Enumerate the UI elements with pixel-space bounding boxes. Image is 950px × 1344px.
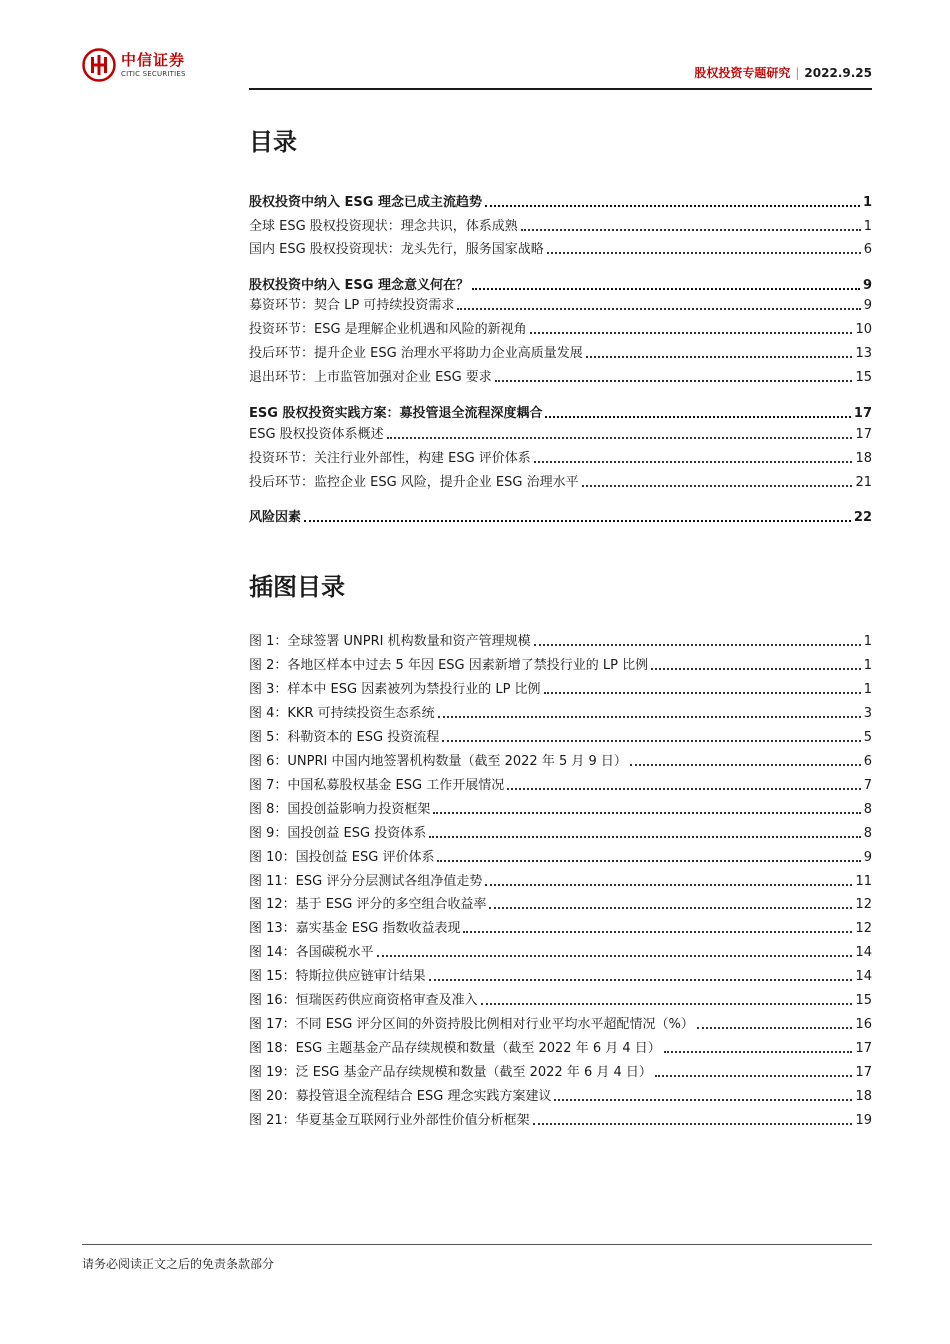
toc-leader-dots — [530, 332, 853, 334]
figure-entry-text: 图 19：泛 ESG 基金产品存续规模和数量（截至 2022 年 6 月 4 日） — [249, 1065, 652, 1080]
figure-entry[interactable] — [249, 728, 872, 748]
figure-leader-dots — [442, 740, 861, 742]
toc-entry[interactable] — [249, 404, 872, 424]
figure-leader-dots — [651, 668, 861, 670]
toc-entry[interactable] — [249, 344, 872, 364]
figure-entry[interactable] — [249, 991, 872, 1011]
figure-page-number: 17 — [855, 1041, 872, 1056]
figure-entry[interactable] — [249, 824, 872, 844]
brand-name-cn: 中信证券 — [121, 50, 186, 69]
figure-entry[interactable] — [249, 848, 872, 868]
toc-page-number: 10 — [855, 322, 872, 337]
figure-entry[interactable] — [249, 1063, 872, 1083]
footer-divider — [82, 1244, 872, 1245]
figure-leader-dots — [438, 716, 861, 718]
figure-page-number: 5 — [863, 730, 872, 745]
figure-page-number: 14 — [855, 969, 872, 984]
toc-page-number: 22 — [853, 510, 872, 525]
figure-leader-dots — [655, 1075, 853, 1077]
report-type: 股权投资专题研究 — [694, 66, 791, 80]
toc-leader-dots — [304, 520, 851, 522]
toc-page-number: 15 — [855, 370, 872, 385]
figures-title: 插图目录 — [249, 573, 345, 601]
figure-entry-text: 图 15：特斯拉供应链审计结果 — [249, 969, 426, 984]
toc-entry[interactable] — [249, 296, 872, 316]
toc-entry-text: 国内 ESG 股权投资现状：龙头先行，服务国家战略 — [249, 242, 544, 257]
toc-leader-dots — [472, 288, 860, 290]
report-meta — [694, 64, 872, 81]
figure-leader-dots — [489, 907, 852, 909]
figure-entry-text: 图 8：国投创益影响力投资框架 — [249, 802, 431, 817]
toc-leader-dots — [457, 308, 860, 310]
figure-entry[interactable] — [249, 680, 872, 700]
toc-entry-text: 退出环节：上市监管加强对企业 ESG 要求 — [249, 370, 492, 385]
toc-page-number: 9 — [863, 298, 872, 313]
toc-leader-dots — [534, 461, 853, 463]
figure-entry[interactable] — [249, 632, 872, 652]
figure-entry-text: 图 20：募投管退全流程结合 ESG 理念实践方案建议 — [249, 1089, 552, 1104]
footer-disclaimer: 请务必阅读正文之后的免责条款部分 — [82, 1257, 275, 1271]
figure-page-number: 7 — [863, 778, 872, 793]
toc-entry[interactable] — [249, 240, 872, 260]
figure-leader-dots — [377, 955, 853, 957]
toc-entry-text: 股权投资中纳入 ESG 理念意义何在？ — [249, 278, 469, 293]
figure-page-number: 8 — [863, 802, 872, 817]
figure-page-number: 14 — [855, 945, 872, 960]
figure-page-number: 1 — [863, 682, 872, 697]
figure-entry-text: 图 12：基于 ESG 评分的多空组合收益率 — [249, 897, 487, 912]
figure-entry-text: 图 5：科勒资本的 ESG 投资流程 — [249, 730, 440, 745]
toc-entry[interactable] — [249, 193, 872, 213]
report-date: 2022.9.25 — [804, 66, 872, 80]
header-separator: | — [795, 66, 800, 80]
toc-entry-text: 投后环节：提升企业 ESG 治理水平将助力企业高质量发展 — [249, 346, 583, 361]
toc-page-number: 17 — [855, 427, 872, 442]
header-divider — [249, 88, 872, 90]
toc-entry-text: ESG 股权投资体系概述 — [249, 427, 384, 442]
figure-leader-dots — [533, 1123, 853, 1125]
toc-leader-dots — [521, 229, 861, 231]
brand-name-en: CITIC SECURITIES — [121, 69, 186, 78]
toc-leader-dots — [586, 356, 853, 358]
toc-entry-text: 全球 ESG 股权投资现状：理念共识，体系成熟 — [249, 219, 518, 234]
figure-entry-text: 图 21：华夏基金互联网行业外部性价值分析框架 — [249, 1113, 530, 1128]
toc-page-number: 9 — [862, 278, 872, 293]
figure-page-number: 6 — [863, 754, 872, 769]
figure-entry[interactable] — [249, 1087, 872, 1107]
figure-leader-dots — [437, 860, 860, 862]
citic-logo-icon — [82, 48, 116, 82]
figure-leader-dots — [429, 979, 853, 981]
toc-entry-text: 投后环节：监控企业 ESG 风险，提升企业 ESG 治理水平 — [249, 475, 579, 490]
toc-entry-text: 募资环节：契合 LP 可持续投资需求 — [249, 298, 455, 313]
figure-page-number: 16 — [855, 1017, 872, 1032]
figure-entry-text: 图 7：中国私募股权基金 ESG 工作开展情况 — [249, 778, 505, 793]
figure-entry[interactable] — [249, 752, 872, 772]
figure-entry[interactable] — [249, 776, 872, 796]
figure-leader-dots — [630, 764, 861, 766]
toc-leader-dots — [485, 205, 860, 207]
figure-entry[interactable] — [249, 704, 872, 724]
figure-page-number: 15 — [855, 993, 872, 1008]
toc-leader-dots — [387, 437, 853, 439]
figure-entry-text: 图 4：KKR 可持续投资生态系统 — [249, 706, 435, 721]
figure-entry-text: 图 13：嘉实基金 ESG 指数收益表现 — [249, 921, 461, 936]
figure-page-number: 1 — [863, 658, 872, 673]
toc-entry-text: 股权投资中纳入 ESG 理念已成主流趋势 — [249, 195, 482, 210]
figure-page-number: 9 — [863, 850, 872, 865]
toc-entry[interactable] — [249, 320, 872, 340]
page-header — [82, 44, 872, 90]
toc-entry-text: 投资环节：关注行业外部性，构建 ESG 评价体系 — [249, 451, 531, 466]
toc-page-number: 18 — [855, 451, 872, 466]
toc-entry[interactable] — [249, 217, 872, 237]
figure-leader-dots — [463, 931, 852, 933]
toc-leader-dots — [547, 252, 861, 254]
figure-leader-dots — [534, 644, 861, 646]
figure-page-number: 11 — [855, 874, 872, 889]
brand-logo — [82, 48, 186, 82]
toc-page-number: 21 — [855, 475, 872, 490]
figure-entry-text: 图 1：全球签署 UNPRI 机构数量和资产管理规模 — [249, 634, 531, 649]
toc-page-number: 17 — [853, 406, 872, 421]
figure-leader-dots — [664, 1051, 853, 1053]
figure-entry-text: 图 18：ESG 主题基金产品存续规模和数量（截至 2022 年 6 月 4 日） — [249, 1041, 661, 1056]
figure-entry[interactable] — [249, 872, 872, 892]
figure-entry[interactable] — [249, 1015, 872, 1035]
figure-entry-text: 图 3：样本中 ESG 因素被列为禁投行业的 LP 比例 — [249, 682, 541, 697]
figure-leader-dots — [544, 692, 861, 694]
figure-entry[interactable] — [249, 967, 872, 987]
figure-leader-dots — [485, 884, 852, 886]
figure-page-number: 1 — [863, 634, 872, 649]
figure-entry-text: 图 6：UNPRI 中国内地签署机构数量（截至 2022 年 5 月 9 日） — [249, 754, 627, 769]
figure-leader-dots — [433, 812, 860, 814]
toc-title: 目录 — [249, 128, 297, 156]
toc-page-number: 1 — [863, 219, 872, 234]
toc-leader-dots — [495, 380, 853, 382]
toc-entry[interactable] — [249, 449, 872, 469]
figure-entry-text: 图 9：国投创益 ESG 投资体系 — [249, 826, 427, 841]
figure-page-number: 17 — [855, 1065, 872, 1080]
figure-entry[interactable] — [249, 1111, 872, 1131]
figure-page-number: 12 — [855, 921, 872, 936]
figure-page-number: 18 — [855, 1089, 872, 1104]
figure-leader-dots — [429, 836, 861, 838]
toc-entry-text: 风险因素 — [249, 510, 302, 525]
figure-entry-text: 图 16：恒瑞医药供应商资格审查及准入 — [249, 993, 478, 1008]
figure-entry[interactable] — [249, 656, 872, 676]
toc-entry[interactable] — [249, 473, 872, 493]
figure-entry-text: 图 10：国投创益 ESG 评价体系 — [249, 850, 435, 865]
toc-entry[interactable] — [249, 508, 872, 528]
figure-entry[interactable] — [249, 895, 872, 915]
figure-entry[interactable] — [249, 919, 872, 939]
toc-page-number: 13 — [855, 346, 872, 361]
figure-page-number: 19 — [855, 1113, 872, 1128]
figure-entry[interactable] — [249, 800, 872, 820]
toc-leader-dots — [582, 485, 853, 487]
toc-page-number: 6 — [863, 242, 872, 257]
figure-page-number: 8 — [863, 826, 872, 841]
figure-entry-text: 图 2：各地区样本中过去 5 年因 ESG 因素新增了禁投行业的 LP 比例 — [249, 658, 649, 673]
figure-page-number: 3 — [863, 706, 872, 721]
toc-entry-text: 投资环节：ESG 是理解企业机遇和风险的新视角 — [249, 322, 527, 337]
figure-leader-dots — [481, 1003, 853, 1005]
figure-entry[interactable] — [249, 1039, 872, 1059]
figure-entry-text: 图 17：不同 ESG 评分区间的外资持股比例相对行业平均水平超配情况（%） — [249, 1017, 694, 1032]
toc-page-number: 1 — [862, 195, 872, 210]
figure-leader-dots — [554, 1099, 852, 1101]
toc-entry-text: ESG 股权投资实践方案：募投管退全流程深度耦合 — [249, 406, 543, 421]
figure-entry[interactable] — [249, 943, 872, 963]
toc-entry[interactable] — [249, 368, 872, 388]
figure-page-number: 12 — [855, 897, 872, 912]
toc-entry[interactable] — [249, 425, 872, 445]
toc-entry[interactable] — [249, 276, 872, 296]
figure-entry-text: 图 11：ESG 评分分层测试各组净值走势 — [249, 874, 483, 889]
figure-entry-text: 图 14：各国碳税水平 — [249, 945, 374, 960]
figure-leader-dots — [507, 788, 861, 790]
toc-leader-dots — [545, 416, 850, 418]
figure-leader-dots — [697, 1027, 853, 1029]
